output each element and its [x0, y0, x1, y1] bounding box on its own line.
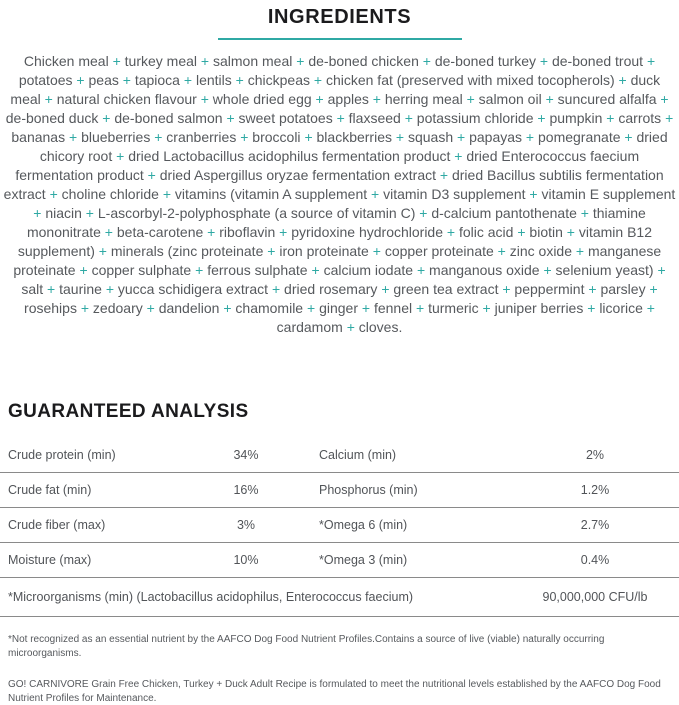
ga-row	[0, 438, 679, 473]
ingredient-item: fennel	[373, 300, 413, 316]
ingredient-item: manganese proteinate	[13, 243, 662, 278]
ingredient-item: salmon oil	[478, 91, 542, 107]
ga-label: Crude fat (min)	[8, 483, 92, 497]
plus-separator: +	[146, 300, 155, 316]
plus-separator: +	[49, 186, 58, 202]
plus-separator: +	[85, 205, 94, 221]
plus-separator: +	[624, 129, 633, 145]
plus-separator: +	[200, 91, 209, 107]
ingredient-item: minerals (zinc proteinate	[110, 243, 264, 259]
ingredient-item: salmon meal	[212, 53, 293, 69]
plus-separator: +	[116, 148, 125, 164]
ingredient-item: pyridoxine hydrochloride	[291, 224, 444, 240]
guaranteed-analysis-title: GUARANTEED ANALYSIS	[8, 401, 249, 422]
plus-separator: +	[315, 91, 324, 107]
ingredient-item: chamomile	[235, 300, 304, 316]
ingredient-item: vitamin B12 supplement)	[17, 224, 653, 259]
plus-separator: +	[646, 300, 655, 316]
ingredient-item: whole dried egg	[212, 91, 312, 107]
ingredient-item: vitamins (vitamin A supplement	[174, 186, 368, 202]
ga-label: *Omega 6 (min)	[319, 518, 408, 532]
plus-separator: +	[226, 110, 235, 126]
ingredient-item: ginger	[319, 300, 358, 316]
plus-separator: +	[422, 53, 431, 69]
ingredient-item: sweet potatoes	[238, 110, 333, 126]
ga-value: 2%	[585, 448, 605, 462]
ingredient-item: dried Lactobacillus acidophilus fermentation product	[128, 148, 451, 164]
plus-separator: +	[395, 129, 405, 145]
ingredients-list: Chicken meal + turkey meal + salmon meal + de-boned chicken + de-boned turkey + de-boned trout + potatoes + peas + tapioca + lentils + chickpeas + chicken fat (preserved with mixed tocopherols) + duck meal + natural chicken flavour + whole dried egg + apples + herring meal + salmon oil + suncured alfalfa + de-boned duck + de-boned salmon + sweet potatoes + flaxseed + potassium chloride + pumpkin + carrots + bananas + blueberries + cranberries + broccoli + blackberries + squash + papayas + pomegranate + dried chicory root + dried Lactobacillus acidophilus fermentation product + dried Enterococcus faecium fermentation product + dried Aspergillus oryzae fermentation extract + dried Bacillus subtilis fermentation extract + choline chloride + vitamins (vitamin A supplement + vitamin D3 supplement + vitamin E supplement + niacin + L-ascorbyl-2-polyphosphate (a source of vitamin C) + d-calcium pantothenate + thiamine mononitrate + beta-carotene + riboflavin + pyridoxine hydrochloride + folic acid + biotin + vitamin B12 supplement) + minerals (zinc proteinate + iron proteinate + copper proteinate + zinc oxide + manganese proteinate + copper sulphate + ferrous sulphate + calcium iodate + manganous oxide + selenium yeast) + salt + taurine + yucca schidigera extract + dried rosemary + green tea extract + peppermint + parsley + rosehips + zedoary + dandelion + chamomile + ginger + fennel + turmeric + juniper berries + licorice + cardamom + cloves.	[3, 53, 676, 335]
ga-value: 90,000,000 CFU/lb	[542, 590, 648, 604]
ingredient-item: folic acid	[458, 224, 514, 240]
plus-separator: +	[313, 72, 323, 88]
plus-separator: +	[575, 243, 585, 259]
ingredient-item: yucca schidigera extract	[117, 281, 269, 297]
ingredient-item: salt	[21, 281, 44, 297]
plus-separator: +	[657, 262, 666, 278]
plus-separator: +	[102, 110, 111, 126]
plus-separator: +	[200, 53, 210, 69]
ingredient-item: copper sulphate	[91, 262, 192, 278]
ingredient-item: peas	[88, 72, 119, 88]
plus-separator: +	[404, 110, 413, 126]
plus-separator: +	[105, 281, 114, 297]
ga-row	[0, 543, 679, 578]
ingredients-title: INGREDIENTS	[267, 6, 412, 28]
plus-separator: +	[311, 262, 320, 278]
ingredient-item: choline chloride	[61, 186, 159, 202]
ingredient-item: cloves	[358, 319, 399, 335]
ga-label: Crude fiber (max)	[8, 518, 106, 532]
ga-row	[0, 473, 679, 508]
ga-row-microorganisms	[0, 578, 679, 617]
plus-separator: +	[416, 300, 425, 316]
ingredient-item: de-boned chicken	[308, 53, 419, 69]
plus-separator: +	[502, 281, 511, 297]
plus-separator: +	[223, 300, 232, 316]
ga-value: 10%	[233, 553, 259, 567]
plus-separator: +	[68, 129, 78, 145]
ingredient-item: cardamom	[276, 319, 343, 335]
ga-label: Moisture (max)	[8, 553, 92, 567]
ingredient-item: beta-carotene	[116, 224, 204, 240]
plus-separator: +	[235, 72, 244, 88]
ingredient-item: de-boned trout	[551, 53, 644, 69]
plus-separator: +	[454, 148, 463, 164]
ga-value: 2.7%	[580, 518, 610, 532]
plus-separator: +	[296, 53, 305, 69]
ingredient-item: chickpeas	[247, 72, 310, 88]
ingredient-item: green tea extract	[393, 281, 499, 297]
ingredient-item: dried rosemary	[284, 281, 378, 297]
ingredient-item: suncured alfalfa	[557, 91, 657, 107]
plus-separator: +	[381, 281, 390, 297]
plus-separator: +	[580, 205, 589, 221]
ingredient-item: pumpkin	[549, 110, 603, 126]
ingredient-item: blueberries	[81, 129, 151, 145]
plus-separator: +	[195, 262, 204, 278]
ingredient-item: copper proteinate	[384, 243, 494, 259]
footnote-formulation: GO! CARNIVORE Grain Free Chicken, Turkey + Duck Adult Recipe is formulated to meet the nutritional levels established by the AAFCO Dog Food Nutrient Profiles for Maintenance.	[8, 679, 661, 704]
plus-separator: +	[587, 300, 596, 316]
plus-separator: +	[660, 91, 669, 107]
ingredient-item: vitamin D3 supplement	[383, 186, 526, 202]
plus-separator: +	[517, 224, 526, 240]
plus-separator: +	[271, 281, 281, 297]
plus-separator: +	[267, 243, 276, 259]
ingredient-item: dandelion	[158, 300, 220, 316]
plus-separator: +	[112, 53, 121, 69]
ingredient-item: tapioca	[134, 72, 180, 88]
plus-separator: +	[371, 186, 380, 202]
ingredient-item: carrots	[618, 110, 662, 126]
ingredient-item: cranberries	[166, 129, 237, 145]
ingredient-item: bananas	[11, 129, 66, 145]
plus-separator: +	[439, 167, 449, 183]
ga-row	[0, 508, 679, 543]
plus-separator: +	[44, 91, 53, 107]
ingredient-item: apples	[327, 91, 369, 107]
ingredient-item: iron proteinate	[279, 243, 369, 259]
plus-separator: +	[665, 110, 674, 126]
ingredient-item: rosehips	[24, 300, 77, 316]
ga-label: Calcium (min)	[319, 448, 397, 462]
title-underline	[218, 38, 462, 40]
ingredient-item: niacin	[45, 205, 82, 221]
ingredient-item: dried chicory root	[39, 129, 668, 164]
plus-separator: +	[446, 224, 456, 240]
footnote-asterisk: *Not recognized as an essential nutrient by the AAFCO Dog Food Nutrient Profiles.Contains a source of live (viable) naturally occurring microorganisms.	[8, 634, 605, 659]
plus-separator: +	[79, 262, 88, 278]
ingredient-item: ferrous sulphate	[207, 262, 308, 278]
ingredient-item: herring meal	[384, 91, 463, 107]
plus-separator: +	[154, 129, 163, 145]
plus-separator: +	[525, 129, 535, 145]
ingredient-item: thiamine mononitrate	[26, 205, 646, 240]
ga-value: 34%	[233, 448, 259, 462]
ingredient-item: licorice	[599, 300, 643, 316]
plus-separator: +	[588, 281, 597, 297]
ingredient-item: broccoli	[252, 129, 301, 145]
plus-separator: +	[372, 243, 381, 259]
ingredient-item: juniper berries	[494, 300, 584, 316]
plus-separator: +	[482, 300, 491, 316]
plus-separator: +	[336, 110, 345, 126]
ingredient-item: de-boned salmon	[114, 110, 223, 126]
ingredient-item: dried Enterococcus faecium fermentation product	[15, 148, 640, 183]
plus-separator: +	[361, 300, 371, 316]
ingredient-item: natural chicken flavour	[56, 91, 197, 107]
plus-separator: +	[104, 224, 113, 240]
ingredient-item: biotin	[529, 224, 563, 240]
ingredient-item: vitamin E supplement	[541, 186, 676, 202]
plus-separator: +	[646, 53, 656, 69]
ingredient-item: flaxseed	[348, 110, 401, 126]
ingredient-item: selenium yeast)	[555, 262, 654, 278]
plus-separator: +	[416, 262, 426, 278]
ingredient-item: d-calcium pantothenate	[431, 205, 577, 221]
plus-separator: +	[183, 72, 193, 88]
ga-value: 16%	[233, 483, 259, 497]
plus-separator: +	[545, 91, 554, 107]
plus-separator: +	[566, 224, 575, 240]
guaranteed-analysis-table	[0, 438, 679, 617]
plus-separator: +	[497, 243, 506, 259]
ingredient-item: lentils	[195, 72, 232, 88]
plus-separator: +	[466, 91, 475, 107]
plus-separator: +	[537, 110, 546, 126]
plus-separator: +	[529, 186, 538, 202]
ingredient-item: Chicken meal	[23, 53, 109, 69]
ga-label: *Omega 3 (min)	[319, 553, 408, 567]
plus-separator: +	[419, 205, 428, 221]
ingredient-item: calcium iodate	[323, 262, 414, 278]
ingredient-item: L-ascorbyl-2-polyphosphate (a source of vitamin C)	[97, 205, 416, 221]
ingredient-item: de-boned turkey	[434, 53, 537, 69]
plus-separator: +	[240, 129, 249, 145]
plus-separator: +	[162, 186, 172, 202]
ingredient-item: zinc oxide	[509, 243, 573, 259]
ingredient-item: dried Bacillus subtilis fermentation extract	[3, 167, 664, 202]
plus-separator: +	[279, 224, 288, 240]
ingredient-item: riboflavin	[219, 224, 276, 240]
ga-value: 3%	[236, 518, 256, 532]
plus-separator: +	[33, 205, 42, 221]
ingredient-item: parsley	[600, 281, 646, 297]
plus-separator: +	[543, 262, 552, 278]
plus-separator: +	[304, 129, 313, 145]
ga-label: Crude protein (min)	[8, 448, 116, 462]
ingredient-item: blackberries	[316, 129, 392, 145]
ingredient-item: peppermint	[514, 281, 585, 297]
ga-label: *Microorganisms (min) (Lactobacillus acidophilus, Enterococcus faecium)	[8, 590, 414, 604]
plus-separator: +	[76, 72, 85, 88]
ingredient-item: dried Aspergillus oryzae fermentation extract	[159, 167, 436, 183]
ingredient-item: pomegranate	[538, 129, 621, 145]
plus-separator: +	[122, 72, 131, 88]
ga-value: 1.2%	[580, 483, 610, 497]
ga-label: Phosphorus (min)	[319, 483, 418, 497]
plus-separator: +	[649, 281, 658, 297]
ingredient-item: potatoes	[18, 72, 73, 88]
ingredient-item: chicken fat (preserved with mixed tocopherols)	[325, 72, 615, 88]
ingredient-item: taurine	[59, 281, 102, 297]
plus-separator: +	[346, 319, 355, 335]
plus-separator: +	[307, 300, 316, 316]
plus-separator: +	[98, 243, 107, 259]
plus-separator: +	[80, 300, 90, 316]
plus-separator: +	[606, 110, 615, 126]
product-nutrition-page	[0, 6, 679, 704]
plus-separator: +	[47, 281, 56, 297]
ingredient-item: squash	[407, 129, 454, 145]
ingredient-item: zedoary	[92, 300, 143, 316]
ingredient-item: papayas	[469, 129, 523, 145]
plus-separator: +	[372, 91, 381, 107]
ingredient-item: turmeric	[428, 300, 479, 316]
plus-separator: +	[207, 224, 216, 240]
plus-separator: +	[618, 72, 627, 88]
ga-value: 0.4%	[580, 553, 610, 567]
ingredient-item: turkey meal	[124, 53, 198, 69]
ingredient-item: potassium chloride	[416, 110, 534, 126]
plus-separator: +	[539, 53, 549, 69]
ingredient-item: de-boned duck	[5, 110, 99, 126]
ingredient-item: manganous oxide	[429, 262, 540, 278]
plus-separator: +	[457, 129, 466, 145]
plus-separator: +	[147, 167, 156, 183]
ingredient-item: duck meal	[10, 72, 661, 107]
